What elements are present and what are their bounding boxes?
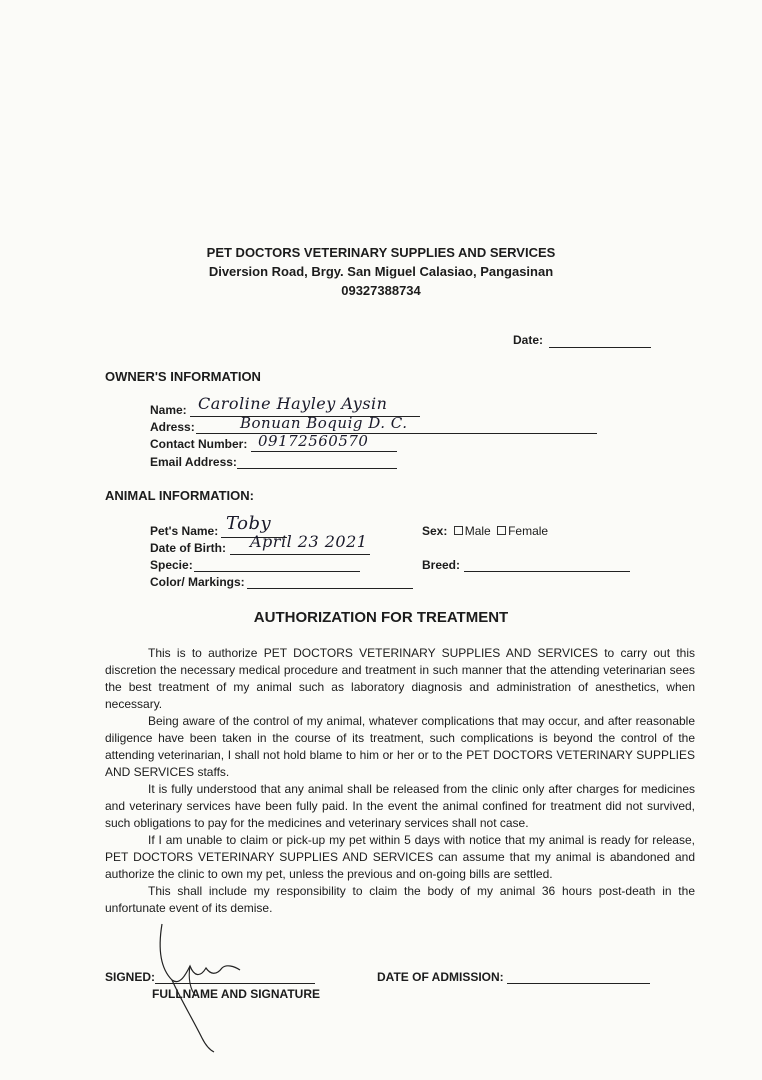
breed-label: Breed:: [422, 558, 461, 572]
contact-label: Contact Number:: [150, 437, 248, 451]
pet-name-value: Toby: [226, 513, 272, 534]
sex-field: [422, 524, 548, 538]
paragraph: It is fully understood that any animal shall be released from the clinic only after charges for medicines and veterinary services have been fully paid. In the event the animal confined for treatment did not survived, such obligations to pay for the medicines and veterinary services shall not case.: [105, 782, 695, 830]
owner-name-value: Caroline Hayley Aysin: [198, 394, 388, 413]
female-label: Female: [508, 524, 549, 538]
female-checkbox[interactable]: [497, 526, 506, 535]
paragraph: This shall include my responsibility to claim the body of my animal 36 hours post-death in the unfortunate event of its demise.: [105, 884, 695, 915]
date-admission-label: DATE OF ADMISSION:: [377, 970, 504, 984]
dob-label: Date of Birth:: [150, 541, 226, 555]
male-checkbox[interactable]: [454, 526, 463, 535]
dob-value: April 23 2021: [250, 532, 368, 551]
male-label: Male: [464, 524, 491, 538]
animal-heading: ANIMAL INFORMATION:: [105, 488, 254, 503]
signature-scribble: [150, 918, 250, 1053]
paragraph: If I am unable to claim or pick-up my pet within 5 days with notice that my animal is ready for release, PET DOCTORS VETERINARY SUPPLIES AND SERVICES can assume that my animal is abandoned and authorize the clinic to own my pet, unless the previous and on-going bills are settled.: [105, 833, 695, 881]
clinic-phone: 09327388734: [341, 283, 421, 298]
owner-contact-value: 09172560570: [258, 432, 369, 450]
specie-line: [194, 557, 360, 572]
owner-address-value: Bonuan Boquig D. C.: [240, 414, 408, 432]
clinic-name: PET DOCTORS VETERINARY SUPPLIES AND SERVICES: [206, 245, 556, 260]
specie-label: Specie:: [150, 558, 193, 572]
email-label: Email Address:: [150, 455, 237, 469]
authorization-title: AUTHORIZATION FOR TREATMENT: [253, 609, 509, 626]
pet-name-label: Pet's Name:: [150, 524, 219, 538]
date-label: Date:: [513, 333, 544, 347]
owner-heading: OWNER'S INFORMATION: [105, 369, 261, 384]
sex-label: Sex:: [422, 524, 448, 538]
signature-caption: FULLNAME AND SIGNATURE: [152, 987, 320, 1001]
date-line: [549, 333, 651, 348]
email-line: [237, 454, 397, 469]
clinic-address: Diversion Road, Brgy. San Miguel Calasiao, Pangasinan: [208, 264, 554, 279]
authorization-body: [105, 645, 695, 917]
color-line: [247, 574, 413, 589]
signed-label: SIGNED:: [105, 970, 156, 984]
address-label: Adress:: [150, 420, 195, 434]
date-admission-line: [507, 969, 650, 984]
color-label: Color/ Markings:: [150, 575, 245, 589]
breed-line: [464, 557, 630, 572]
paragraph: This is to authorize PET DOCTORS VETERINARY SUPPLIES AND SERVICES to carry out this discretion the necessary medical procedure and treatment in such manner that the attending veterinarian sees the best treatment of my animal such as laboratory diagnosis and administration of anesthetics, when necessary.: [105, 646, 695, 711]
name-label: Name:: [150, 403, 187, 417]
paragraph: Being aware of the control of my animal, whatever complications that may occur, and after reasonable diligence have been taken in the course of its treatment, such complications is beyond the control of the attending veterinarian, I shall not hold blame to him or her or to the PET DOCTORS VETERINARY SUPPLIES AND SERVICES staffs.: [105, 714, 695, 779]
